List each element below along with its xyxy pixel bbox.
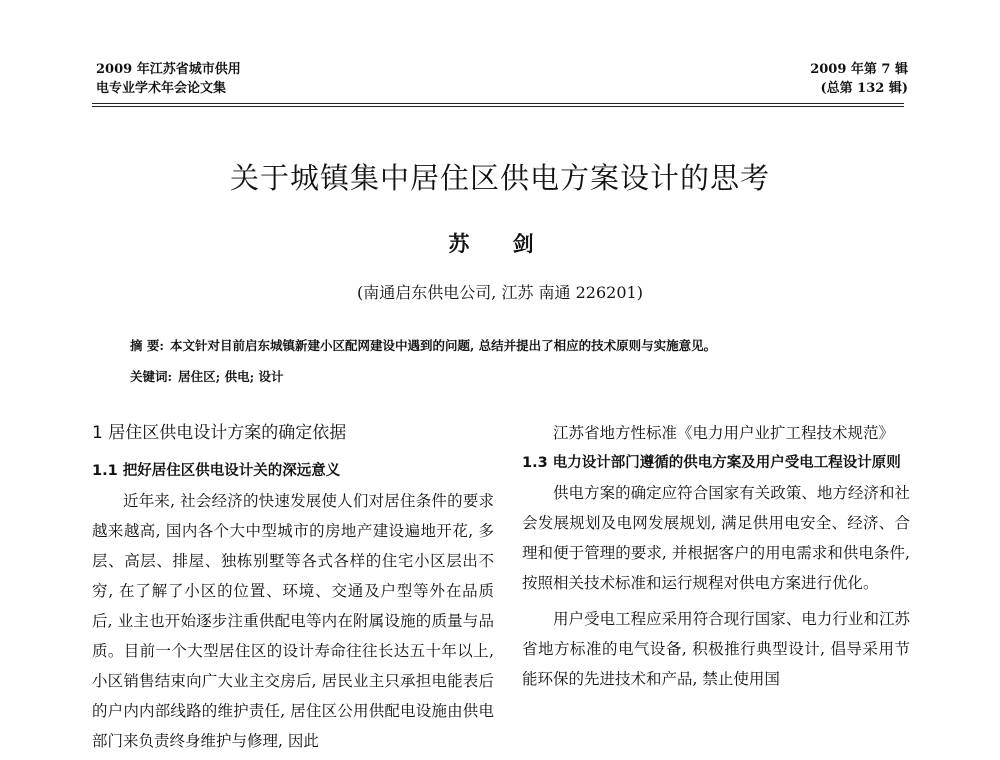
keywords <box>130 367 890 385</box>
body-paragraph: 用户受电工程应采用符合现行国家、电力行业和江苏省地方标准的电气设备, 积极推行典型设计, 倡导采用节能环保的先进技术和产品, 禁止使用国 <box>522 610 910 688</box>
header-rule-top <box>92 103 904 104</box>
abstract-text: 本文针对目前启东城镇新建小区配网建设中遇到的问题, 总结并提出了相应的技术原则与实施意见。 <box>169 338 717 353</box>
body-paragraph: 供电方案的确定应符合国家有关政策、地方经济和社会发展规划及电网发展规划, 满足供用电安全、经济、合理和便于管理的要求, 并根据客户的用电需求和供电条件, 按照相关技术标准和运行规程对供电方案进行优化。 <box>522 484 910 592</box>
journal-header-left-line1: 2009 年江苏省城市供用 <box>96 62 241 77</box>
author-affiliation: (南通启东供电公司, 江苏 南通 226201) <box>357 283 643 302</box>
journal-total-issue: (总第 132 辑) <box>820 81 908 96</box>
body-paragraph: 近年来, 社会经济的快速发展使人们对居住条件的要求越来越高, 国内各个大中型城市的房地产建设遍地开花, 多层、高层、排屋、独栋别墅等各式各样的住宅小区层出不穷, 在了解了小区的位置、环境、交通及户型等外在品质后, 业主也开始逐步注重供配电等内在附属设施的质量与品质。目前一个大型居住区的设计寿命往往长达五十年以上, 小区销售结束向广大业主交房后, 居民业主只承担电能表后的户内内部线路的维护责任, 居住区公用供配电设施由供电部门来负责终身维护与修理, 因此 <box>92 492 494 750</box>
right-column <box>522 418 910 694</box>
journal-header-left <box>96 60 241 98</box>
journal-header-left-line2: 电专业学术年会论文集 <box>96 81 227 96</box>
abstract <box>130 336 890 354</box>
body-paragraph-continuation: 江苏省地方性标准《电力用户业扩工程技术规范》 <box>553 424 895 442</box>
left-column <box>92 418 494 756</box>
abstract-label: 摘 要: <box>130 338 164 353</box>
keywords-text: 居住区; 供电; 设计 <box>178 369 284 384</box>
section-heading-1-1: 1.1 把好居住区供电设计关的深远意义 <box>92 463 341 479</box>
keywords-label: 关键词: <box>130 369 173 384</box>
journal-issue: 2009 年第 7 辑 <box>810 62 908 77</box>
paper-author: 苏 剑 <box>448 231 552 256</box>
header-rule-bottom <box>92 106 904 107</box>
section-heading-1-3: 1.3 电力设计部门遵循的供电方案及用户受电工程设计原则 <box>522 455 901 471</box>
journal-header-right <box>810 60 908 98</box>
section-heading-1: 1 居住区供电设计方案的确定依据 <box>92 423 347 443</box>
paper-title: 关于城镇集中居住区供电方案设计的思考 <box>229 161 770 195</box>
